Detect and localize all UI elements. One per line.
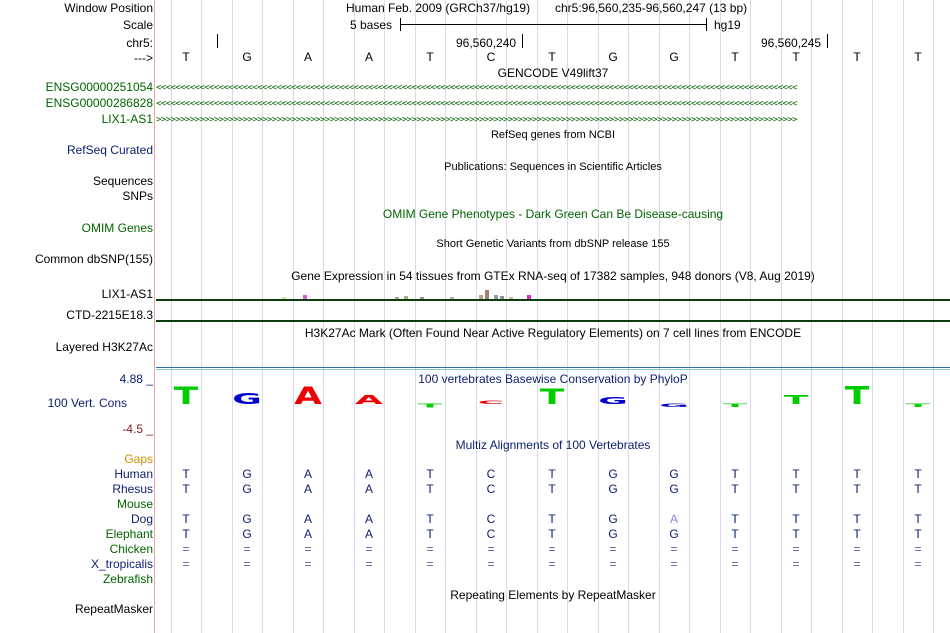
aligned-base: C [486,512,496,526]
aligned-base: T [548,527,556,541]
aligned-base: = [548,542,556,556]
aligned-base: = [548,557,556,571]
ruler-tick-2 [827,34,828,48]
window-position-label: Window Position [64,1,153,15]
aligned-base: T [548,512,556,526]
aligned-base: G [669,527,679,541]
track-label-refseq-curated[interactable]: RefSeq Curated [66,143,153,157]
aligned-base: T [182,527,190,541]
species-label: Human [114,467,153,481]
scale-bar-left-tick [400,18,401,31]
species-label: Elephant [105,527,153,541]
ruler-tick-left [217,34,218,48]
phylop-letter: T [539,384,565,410]
grid-line [476,0,477,633]
reference-base: T [853,50,861,64]
phylop-letter: G [232,389,262,408]
track-label-layered-h3k27ac[interactable]: Layered H3K27Ac [55,340,153,354]
aligned-base: T [731,512,739,526]
ensg00000251054-gene-body[interactable]: <<<<<<<<<<<<<<<<<<<<<<<<<<<<<<<<<<<<<<<<<<<<<<<<<<<<<<<<<<<<<<<<<<<<<<<<<<<<<<<<<<<<<<<<<<<<<<<<<<<<<<<<<<<<<<<<<<<<<<<<<<<<<<<<<<<<< [156,83,797,93]
aligned-base: T [731,467,739,481]
reference-base: C [486,50,496,64]
grid-line [659,0,660,633]
track-label-lix1-as1[interactable]: LIX1-AS1 [101,112,153,126]
aligned-base: T [914,467,922,481]
grid-line [171,0,172,633]
track-label-common-dbsnp[interactable]: Common dbSNP(155) [34,252,153,266]
species-label: Zebrafish [102,572,153,586]
grid-line [750,0,751,633]
phylop-conservation-plot[interactable] [156,384,950,434]
grid-line [201,0,202,633]
grid-line [384,0,385,633]
aligned-base: T [792,527,800,541]
aligned-base: = [914,557,922,571]
phylop-letter: C [477,400,505,406]
aligned-base: C [486,482,496,496]
scale-bar-right-tick [706,18,707,31]
assembly-name: Human Feb. 2009 (GRCh37/hg19) [346,1,531,15]
grid-line [293,0,294,633]
grid-line [933,0,934,633]
aligned-base: = [304,542,312,556]
aligned-base: = [182,542,190,556]
aligned-base: = [609,542,617,556]
ruler-coordinate-2: 96,560,245 [761,36,822,50]
label-divider [154,0,155,633]
ruler-coordinate-1: 96,560,240 [456,36,517,50]
aligned-base: = [365,542,373,556]
h3k27ac-track-title: H3K27Ac Mark (Often Found Near Active Regulatory Elements) on 7 cell lines from ENCODE [304,326,802,340]
aligned-base: C [486,527,496,541]
scale-bar [400,24,707,25]
aligned-base: T [853,527,861,541]
grid-line [872,0,873,633]
aligned-base: A [303,527,312,541]
aligned-base: T [914,482,922,496]
aligned-base: G [608,482,618,496]
refseq-track-title: RefSeq genes from NCBI [490,129,616,141]
aligned-base: T [426,482,434,496]
grid-line [354,0,355,633]
aligned-base: = [243,557,251,571]
aligned-base: G [608,527,618,541]
aligned-base: T [731,482,739,496]
aligned-base: T [792,482,800,496]
reference-base: T [426,50,434,64]
aligned-base: T [426,512,434,526]
species-label: Rhesus [112,482,153,496]
aligned-base: A [364,527,373,541]
phylop-letter: T [844,384,870,411]
grid-line [598,0,599,633]
gtex-gene-label-lix1-as1[interactable]: LIX1-AS1 [101,287,153,301]
aligned-base: = [426,542,434,556]
track-label-snps[interactable]: SNPs [122,189,153,203]
phylop-letter: T [173,384,199,411]
conservation-min-label: -4.5 _ [122,422,153,436]
grid-line [537,0,538,633]
phylop-letter: T [722,403,748,409]
aligned-base: A [303,512,312,526]
species-label: X_tropicalis [90,557,153,571]
phylop-letter: A [294,384,322,411]
aligned-base: = [914,542,922,556]
track-label-omim-genes[interactable]: OMIM Genes [81,221,153,235]
gtex-tissue-bar [485,290,489,299]
track-label-100-vert-cons[interactable]: 100 Vert. Cons [47,396,127,410]
aligned-base: T [426,527,434,541]
aligned-base: = [365,557,373,571]
gtex-baseline-1 [156,299,950,301]
aligned-base: G [242,467,252,481]
species-label: Dog [130,512,153,526]
aligned-base: A [364,512,373,526]
track-label-repeatmasker[interactable]: RepeatMasker [74,602,153,616]
aligned-base: T [853,467,861,481]
aligned-base: = [731,557,739,571]
aligned-base: A [303,467,312,481]
aligned-base: T [853,512,861,526]
aligned-base: G [669,467,679,481]
aligned-base: G [242,527,252,541]
grid-line [628,0,629,633]
aligned-base: T [426,467,434,481]
grid-line [689,0,690,633]
repeatmasker-track-title: Repeating Elements by RepeatMasker [450,588,656,602]
grid-line [842,0,843,633]
phylop-letter: G [598,395,628,407]
phylop-letter: A [355,392,383,408]
reference-base: T [548,50,556,64]
aligned-base: = [853,557,861,571]
track-label-ensg00000251054[interactable]: ENSG00000251054 [45,80,153,94]
grid-line [323,0,324,633]
lix1-as1-gene-body[interactable]: >>>>>>>>>>>>>>>>>>>>>>>>>>>>>>>>>>>>>>>>>>>>>>>>>>>>>>>>>>>>>>>>>>>>>>>>>>>>>>>>>>>>>>>>>>>>>>>>>>>>>>>>>>>>>>>>>>>>>>>>>>>>>>>>>>>>> [156,115,797,125]
aligned-base: = [792,542,800,556]
aligned-base: = [670,557,678,571]
species-label: Mouse [116,497,153,511]
aligned-base: = [426,557,434,571]
grid-line [903,0,904,633]
grid-line [232,0,233,633]
aligned-base: T [731,527,739,541]
aligned-base: T [792,467,800,481]
aligned-base: T [792,512,800,526]
reference-base: G [608,50,618,64]
reference-base: G [242,50,252,64]
aligned-base: = [182,557,190,571]
grid-line [262,0,263,633]
aligned-base: G [242,482,252,496]
chrom-label: chr5: [126,36,153,50]
reference-base: G [669,50,679,64]
ensg00000286828-gene-body[interactable]: <<<<<<<<<<<<<<<<<<<<<<<<<<<<<<<<<<<<<<<<<<<<<<<<<<<<<<<<<<<<<<<<<<<<<<<<<<<<<<<<<<<<<<<<<<<<<<<<<<<<<<<<<<<<<<<<<<<<<<<<<<<<<<<<<<<<< [156,99,797,109]
aligned-base: G [242,512,252,526]
grid-line [781,0,782,633]
aligned-base: = [853,542,861,556]
aligned-base: A [364,482,373,496]
phylop-letter: T [783,393,809,408]
aligned-base: = [487,542,495,556]
reference-base: T [731,50,739,64]
aligned-base: T [548,467,556,481]
aligned-base: T [182,512,190,526]
grid-line [506,0,507,633]
aligned-base: T [182,482,190,496]
aligned-base: T [548,482,556,496]
aligned-base: A [303,482,312,496]
aligned-base: = [243,542,251,556]
aligned-base: = [731,542,739,556]
track-label-ensg00000286828[interactable]: ENSG00000286828 [45,96,153,110]
species-label: Chicken [109,542,153,556]
h3k27ac-signal-line [156,367,950,368]
aligned-base: = [792,557,800,571]
h3k27ac-signal-line-2 [156,369,950,370]
ruler-tick-1 [522,34,523,48]
aligned-base: T [914,527,922,541]
conservation-max-label: 4.88 _ [119,372,153,386]
aligned-base: T [914,512,922,526]
scale-label: Scale [122,18,153,32]
reference-base: T [182,50,190,64]
gtex-baseline-2 [156,320,950,322]
publications-track-title: Publications: Sequences in Scientific Articles [444,161,662,173]
phylop-letter: G [659,403,689,409]
grid-line [445,0,446,633]
omim-track-title: OMIM Gene Phenotypes - Dark Green Can Be Disease-causing [382,207,724,221]
position-range: chr5:96,560,235-96,560,247 (13 bp) [555,1,748,15]
gtex-gene-label-ctd-2215e18[interactable]: CTD-2215E18.3 [66,308,153,322]
multiz-track-title: Multiz Alignments of 100 Vertebrates [455,438,651,452]
strand-arrow-label: ---> [134,51,153,65]
grid-line [567,0,568,633]
aligned-base: G [608,467,618,481]
scale-text: 5 bases [350,18,393,32]
grid-line [720,0,721,633]
gencode-track-title: GENCODE V49lift37 [497,66,609,80]
aligned-base: T [182,467,190,481]
reference-base: T [914,50,922,64]
aligned-base: A [669,512,678,526]
gtex-track-title: Gene Expression in 54 tissues from GTEx RNA-seq of 17382 samples, 948 donors (V8, Aug 2019) [291,269,815,283]
reference-base: A [364,50,373,64]
phylop-track-title: 100 vertebrates Basewise Conservation by PhyloP [418,372,688,386]
aligned-base: C [486,467,496,481]
aligned-base: = [609,557,617,571]
grid-line [811,0,812,633]
aligned-base: = [304,557,312,571]
phylop-letter: T [905,403,931,409]
dbsnp-track-title: Short Genetic Variants from dbSNP release 155 [436,238,670,250]
aligned-base: = [487,557,495,571]
aligned-base: G [608,512,618,526]
alignment-gaps-label: Gaps [124,452,153,466]
aligned-base: A [364,467,373,481]
aligned-base: T [853,482,861,496]
grid-line [415,0,416,633]
reference-base: A [303,50,312,64]
phylop-letter: T [417,402,443,410]
track-label-sequences[interactable]: Sequences [92,174,153,188]
scale-db: hg19 [714,18,741,32]
aligned-base: G [669,482,679,496]
reference-base: T [792,50,800,64]
aligned-base: = [670,542,678,556]
